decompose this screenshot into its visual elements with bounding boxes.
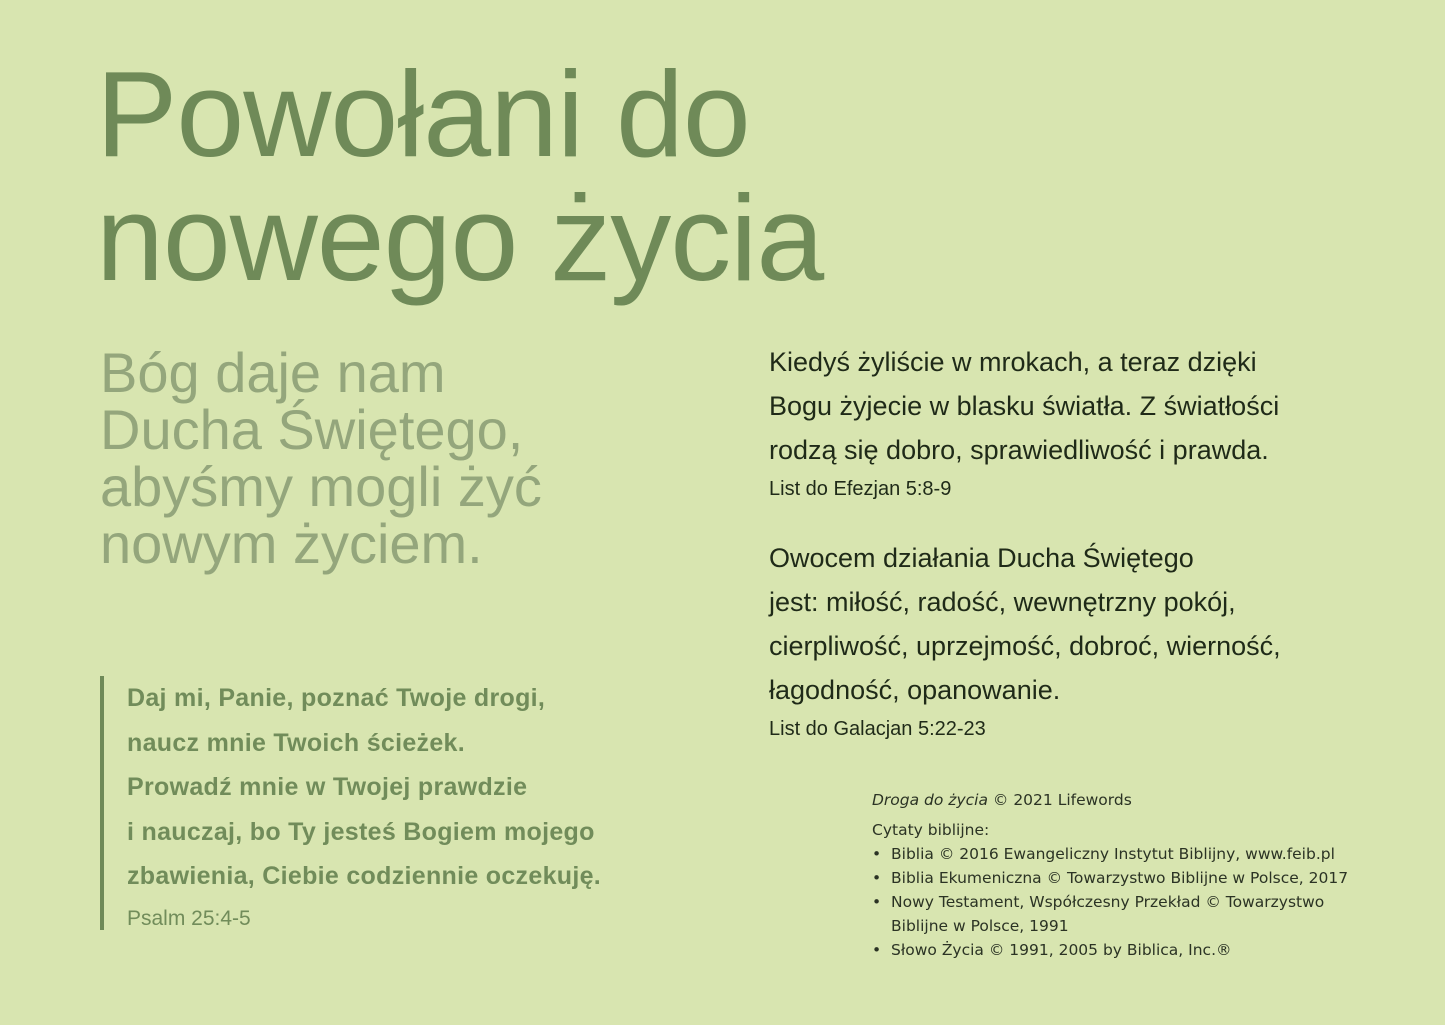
psalm-line: i nauczaj, bo Ty jesteś Bogiem mojego [127, 817, 595, 846]
subtitle-line: abyśmy mogli żyć [100, 455, 542, 518]
quote-ephesians [769, 340, 1279, 501]
psalm-line: naucz mnie Twoich ścieżek. [127, 728, 465, 757]
subtitle-line: nowym życiem. [100, 512, 483, 575]
psalm-quote [100, 676, 601, 930]
quote-line: rodzą się dobro, sprawiedliwość i prawda. [769, 435, 1269, 465]
credits [872, 788, 1351, 962]
credits-item: • Biblia © 2016 Ewangeliczny Instytut Biblijny, www.feib.pl [872, 842, 1351, 866]
credits-heading: Cytaty biblijne: [872, 821, 990, 839]
credits-item: • Słowo Życia © 1991, 2005 by Biblica, Inc.® [872, 938, 1351, 962]
credits-list [872, 842, 1351, 962]
subtitle-line: Ducha Świętego, [100, 398, 524, 461]
psalm-reference: Psalm 25:4-5 [127, 906, 251, 930]
subtitle [100, 341, 542, 575]
quote-line: Owocem działania Ducha Świętego [769, 543, 1194, 573]
page-title [96, 46, 824, 306]
quote-line: Kiedyś żyliście w mrokach, a teraz dzięki [769, 347, 1257, 377]
quote-line: łagodność, opanowanie. [769, 675, 1061, 705]
psalm-line: zbawienia, Ciebie codziennie oczekuję. [127, 862, 602, 890]
title-line: Powołani do [96, 46, 750, 182]
psalm-line: Prowadź mnie w Twojej prawdzie [127, 773, 528, 801]
psalm-line: Daj mi, Panie, poznać Twoje drogi, [127, 684, 546, 712]
credits-item: • Biblia Ekumeniczna © Towarzystwo Biblijne w Polsce, 2017 [872, 866, 1351, 890]
title-line: nowego życia [96, 170, 824, 306]
copyright: © 2021 Lifewords [992, 791, 1132, 809]
quote-reference: List do Efezjan 5:8-9 [769, 478, 952, 500]
quote-line: Bogu żyjecie w blasku światła. Z światłości [769, 391, 1280, 421]
quote-line: cierpliwość, uprzejmość, dobroć, wierność, [769, 631, 1281, 661]
credits-item: • Nowy Testament, Współczesny Przekład © Towarzystwo Biblijne w Polsce, 1991 [872, 890, 1351, 938]
book-title: Droga do życia [872, 791, 988, 809]
quote-line: jest: miłość, radość, wewnętrzny pokój, [769, 587, 1236, 617]
quote-galatians [769, 536, 1281, 741]
copyright-line [872, 788, 1351, 812]
quote-reference: List do Galacjan 5:22-23 [769, 718, 986, 740]
subtitle-line: Bóg daje nam [100, 341, 446, 404]
